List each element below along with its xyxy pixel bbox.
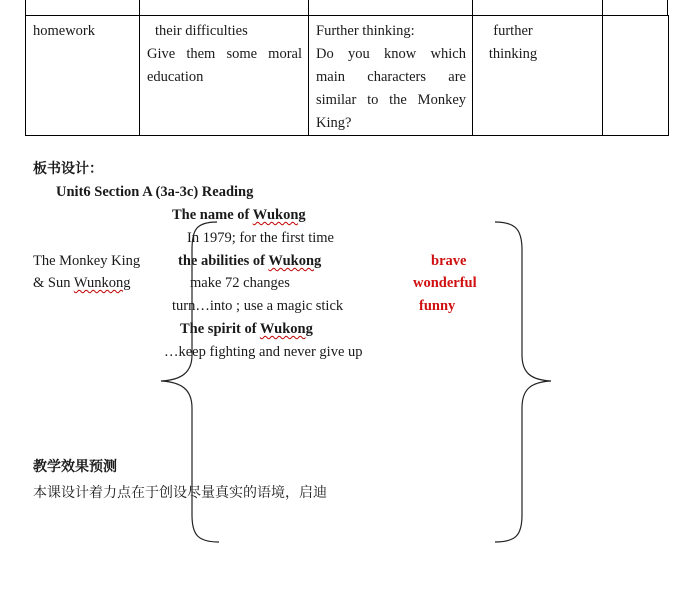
left-label-monkey-king: The Monkey King: [33, 253, 141, 269]
board-title: Unit6 Section A (3a-3c) Reading: [56, 184, 254, 200]
name-heading: The name of Wukong: [172, 207, 306, 223]
spirit-heading: The spirit of Wukong: [180, 321, 313, 337]
right-curly-brace: [495, 222, 551, 542]
year-line: In 1979; for the first time: [187, 230, 334, 246]
left-label-sun-wukong: & Sun Wunkong: [33, 275, 131, 291]
step-cell: homework: [26, 16, 140, 136]
purpose-cell: further thinking: [473, 16, 603, 136]
changes-line: make 72 changes: [190, 275, 290, 291]
adjective-brave: brave: [431, 253, 467, 269]
abilities-heading: the abilities of Wukong: [178, 253, 322, 269]
activity-cell: their difficulties Give them some moral education: [140, 16, 309, 136]
effect-heading: 教学效果预测: [33, 459, 117, 475]
keep-line: …keep fighting and never give up: [164, 344, 363, 360]
content-cell: Further thinking: Do you know which main characters are similar to the Monkey King?: [309, 16, 473, 136]
turn-line: turn…into ; use a magic stick: [172, 298, 344, 314]
board-design-heading: 板书设计：: [33, 161, 103, 177]
adjective-wonderful: wonderful: [413, 275, 477, 291]
effect-body: 本课设计着力点在于创设尽量真实的语境，启迪: [33, 485, 327, 501]
adjective-funny: funny: [419, 298, 456, 314]
